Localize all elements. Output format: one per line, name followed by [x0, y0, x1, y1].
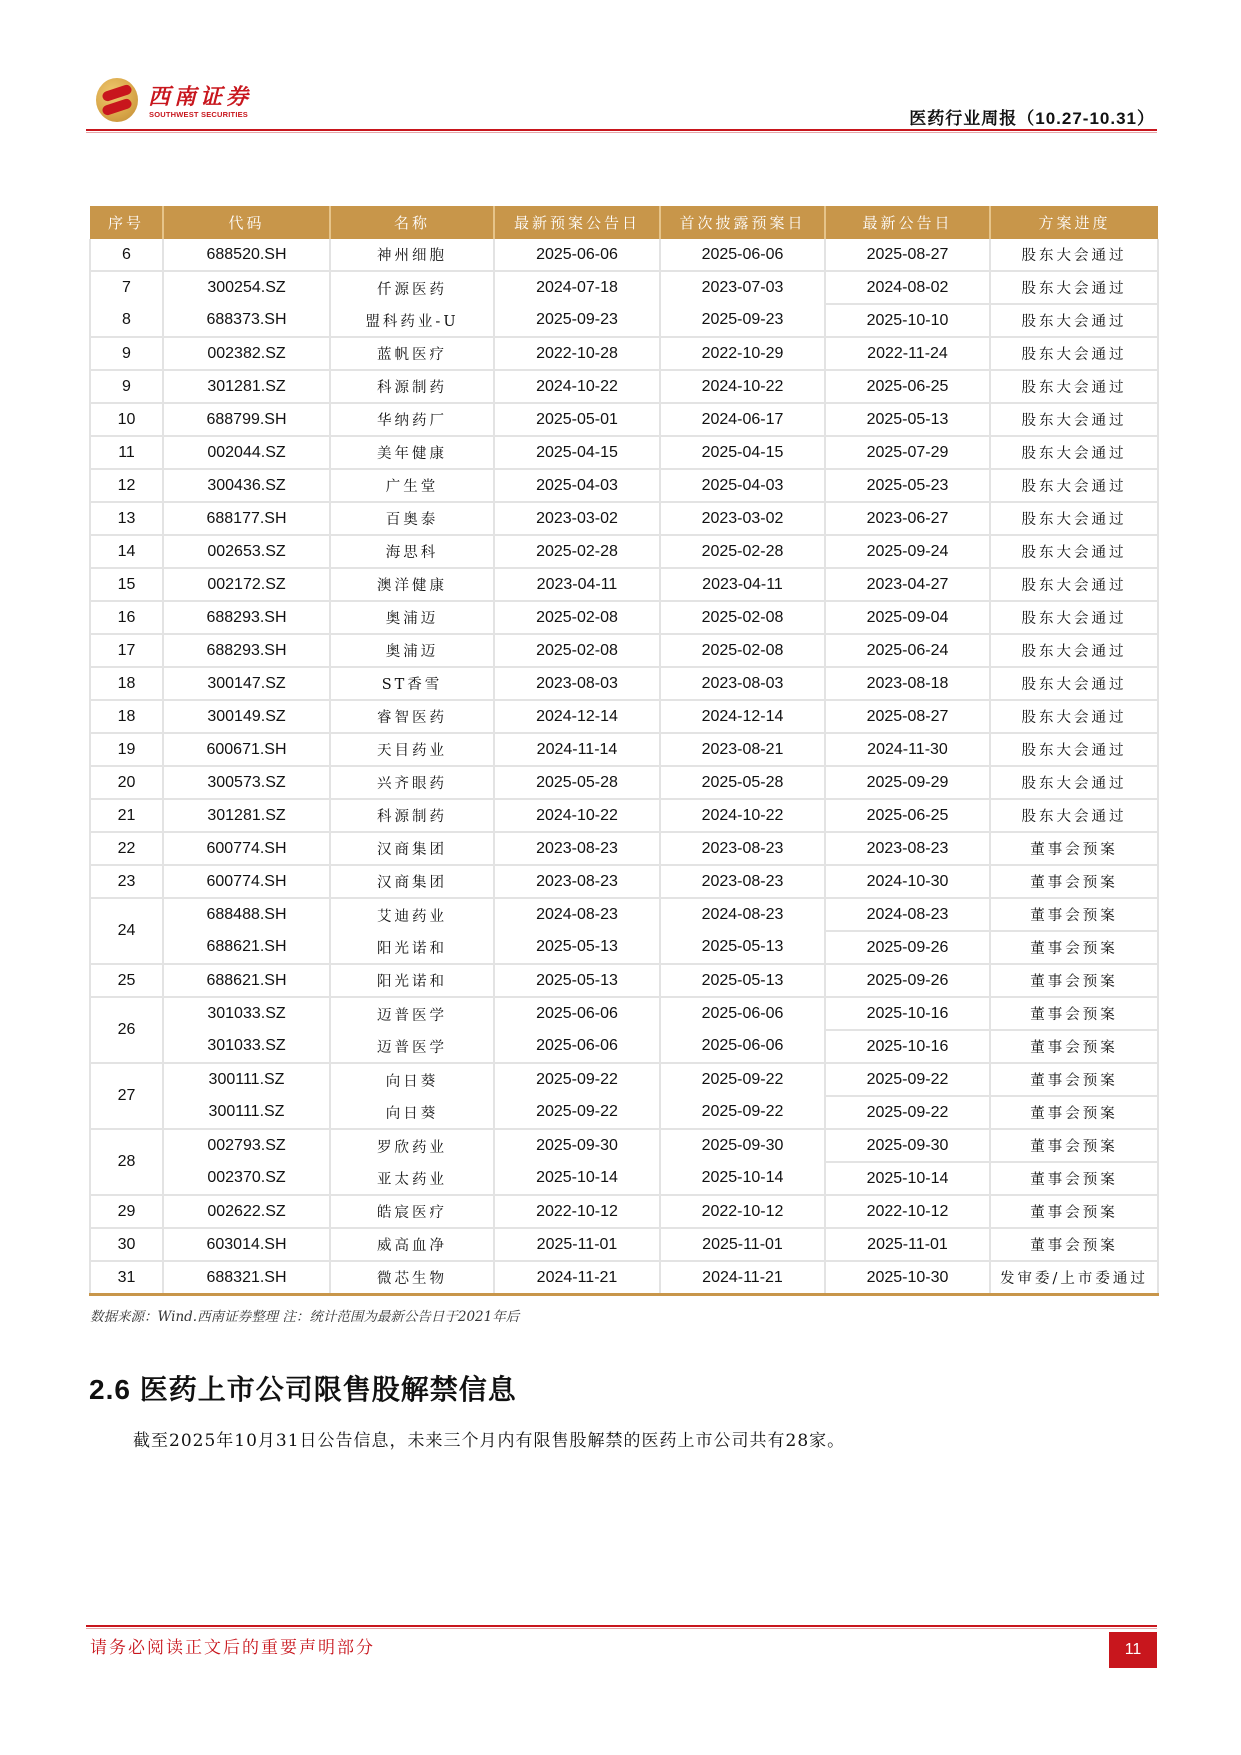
row-latest-announcement-date: 2024-08-23 [825, 898, 990, 931]
row-latest-announcement-date: 2025-09-26 [825, 931, 990, 964]
row-latest-plan-date: 2024-08-23 [494, 898, 660, 931]
page-number: 11 [1109, 1632, 1157, 1668]
row-progress: 董事会预案 [990, 1228, 1158, 1261]
row-code: 301033.SZ [163, 1030, 330, 1063]
row-latest-announcement-date: 2025-08-27 [825, 700, 990, 733]
row-latest-announcement-date: 2025-09-22 [825, 1063, 990, 1096]
row-code: 688293.SH [163, 634, 330, 667]
table-row [90, 832, 1158, 865]
row-latest-plan-date: 2023-08-23 [494, 832, 660, 865]
row-latest-plan-date: 2025-05-13 [494, 964, 660, 997]
row-progress: 股东大会通过 [990, 403, 1158, 436]
table-row [90, 1063, 1158, 1096]
row-progress: 股东大会通过 [990, 568, 1158, 601]
company-logo [96, 74, 256, 126]
row-code: 301281.SZ [163, 370, 330, 403]
row-progress: 董事会预案 [990, 1030, 1158, 1063]
row-progress: 股东大会通过 [990, 436, 1158, 469]
row-latest-announcement-date: 2024-11-30 [825, 733, 990, 766]
row-code: 603014.SH [163, 1228, 330, 1261]
row-first-plan-date: 2025-05-13 [660, 931, 825, 964]
row-latest-plan-date: 2022-10-28 [494, 337, 660, 370]
row-latest-plan-date: 2025-02-08 [494, 634, 660, 667]
row-name: 科源制药 [330, 370, 494, 403]
row-progress: 股东大会通过 [990, 239, 1158, 271]
row-progress: 董事会预案 [990, 898, 1158, 931]
row-latest-plan-date: 2023-08-23 [494, 865, 660, 898]
row-progress: 董事会预案 [990, 964, 1158, 997]
row-first-plan-date: 2024-08-23 [660, 898, 825, 931]
row-first-plan-date: 2025-05-13 [660, 964, 825, 997]
row-seq: 12 [90, 469, 163, 502]
row-latest-announcement-date: 2025-07-29 [825, 436, 990, 469]
row-name: 美年健康 [330, 436, 494, 469]
column-header-latest-plan-date: 最新预案公告日 [494, 206, 660, 239]
column-header-seq: 序号 [90, 206, 163, 239]
row-first-plan-date: 2022-10-29 [660, 337, 825, 370]
row-latest-announcement-date: 2025-09-04 [825, 601, 990, 634]
row-name: 蓝帆医疗 [330, 337, 494, 370]
row-progress: 股东大会通过 [990, 370, 1158, 403]
row-seq: 29 [90, 1195, 163, 1228]
row-progress: 股东大会通过 [990, 601, 1158, 634]
row-progress: 董事会预案 [990, 832, 1158, 865]
row-seq: 31 [90, 1261, 163, 1295]
row-code: 002370.SZ [163, 1162, 330, 1195]
table-row [90, 436, 1158, 469]
table-row [90, 469, 1158, 502]
row-first-plan-date: 2025-04-03 [660, 469, 825, 502]
row-latest-plan-date: 2025-06-06 [494, 997, 660, 1030]
row-latest-plan-date: 2022-10-12 [494, 1195, 660, 1228]
row-code: 600671.SH [163, 733, 330, 766]
row-name: 睿智医药 [330, 700, 494, 733]
row-latest-plan-date: 2024-11-21 [494, 1261, 660, 1295]
row-progress: 股东大会通过 [990, 469, 1158, 502]
row-latest-announcement-date: 2022-10-12 [825, 1195, 990, 1228]
row-seq: 19 [90, 733, 163, 766]
row-latest-announcement-date: 2025-10-10 [825, 304, 990, 337]
row-latest-plan-date: 2025-04-15 [494, 436, 660, 469]
row-latest-plan-date: 2023-08-03 [494, 667, 660, 700]
table-row [90, 601, 1158, 634]
row-seq: 10 [90, 403, 163, 436]
row-latest-announcement-date: 2023-06-27 [825, 502, 990, 535]
row-name: 兴齐眼药 [330, 766, 494, 799]
footer-divider [86, 1625, 1157, 1627]
row-latest-plan-date: 2025-09-22 [494, 1063, 660, 1096]
table-row [90, 799, 1158, 832]
row-progress: 董事会预案 [990, 1063, 1158, 1096]
row-code: 301281.SZ [163, 799, 330, 832]
table-row [90, 403, 1158, 436]
row-code: 688799.SH [163, 403, 330, 436]
table-row [90, 502, 1158, 535]
row-name: 广生堂 [330, 469, 494, 502]
row-seq: 9 [90, 337, 163, 370]
row-latest-plan-date: 2025-02-08 [494, 601, 660, 634]
row-latest-announcement-date: 2025-09-24 [825, 535, 990, 568]
row-progress: 股东大会通过 [990, 304, 1158, 337]
row-seq: 20 [90, 766, 163, 799]
row-seq: 17 [90, 634, 163, 667]
table-source-note: 数据来源：Wind.西南证券整理 注：统计范围为最新公告日于2021年后 [90, 1309, 520, 1325]
row-name: 科源制药 [330, 799, 494, 832]
row-name: 向日葵 [330, 1063, 494, 1096]
row-latest-plan-date: 2023-04-11 [494, 568, 660, 601]
row-first-plan-date: 2023-08-03 [660, 667, 825, 700]
row-latest-plan-date: 2025-06-06 [494, 1030, 660, 1063]
row-first-plan-date: 2025-09-22 [660, 1063, 825, 1096]
row-seq: 7 [90, 271, 163, 304]
row-name: 盟科药业-U [330, 304, 494, 337]
row-name: 奥浦迈 [330, 634, 494, 667]
row-name: 百奥泰 [330, 502, 494, 535]
table-row [90, 568, 1158, 601]
row-code: 002044.SZ [163, 436, 330, 469]
table-row [90, 898, 1158, 931]
row-first-plan-date: 2024-10-22 [660, 799, 825, 832]
logo-english-name: SOUTHWEST SECURITIES [149, 110, 249, 119]
row-first-plan-date: 2023-08-23 [660, 865, 825, 898]
row-seq: 9 [90, 370, 163, 403]
row-code: 688293.SH [163, 601, 330, 634]
table-row [90, 700, 1158, 733]
row-name: 向日葵 [330, 1096, 494, 1129]
row-seq: 11 [90, 436, 163, 469]
row-seq: 28 [90, 1129, 163, 1195]
row-first-plan-date: 2025-11-01 [660, 1228, 825, 1261]
row-seq: 25 [90, 964, 163, 997]
row-name: 艾迪药业 [330, 898, 494, 931]
row-latest-plan-date: 2025-11-01 [494, 1228, 660, 1261]
table-row [90, 535, 1158, 568]
row-first-plan-date: 2023-07-03 [660, 271, 825, 304]
row-name: 阳光诺和 [330, 964, 494, 997]
row-latest-plan-date: 2025-09-22 [494, 1096, 660, 1129]
row-name: 仟源医药 [330, 271, 494, 304]
row-latest-announcement-date: 2025-05-13 [825, 403, 990, 436]
table-row [90, 370, 1158, 403]
row-first-plan-date: 2025-06-06 [660, 1030, 825, 1063]
row-code: 688621.SH [163, 964, 330, 997]
column-header-latest-announcement-date: 最新公告日 [825, 206, 990, 239]
row-first-plan-date: 2023-08-21 [660, 733, 825, 766]
row-name: 汉商集团 [330, 832, 494, 865]
row-code: 688488.SH [163, 898, 330, 931]
row-latest-announcement-date: 2025-10-16 [825, 1030, 990, 1063]
column-header-name: 名称 [330, 206, 494, 239]
row-latest-announcement-date: 2025-08-27 [825, 239, 990, 271]
row-code: 600774.SH [163, 865, 330, 898]
row-code: 300149.SZ [163, 700, 330, 733]
column-header-progress: 方案进度 [990, 206, 1158, 239]
row-progress: 董事会预案 [990, 1129, 1158, 1162]
row-first-plan-date: 2024-10-22 [660, 370, 825, 403]
table-row [90, 1129, 1158, 1162]
footer-divider-thin [86, 1628, 1157, 1629]
row-name: 皓宸医疗 [330, 1195, 494, 1228]
row-code: 300573.SZ [163, 766, 330, 799]
row-seq: 30 [90, 1228, 163, 1261]
row-seq: 18 [90, 700, 163, 733]
table-row [90, 271, 1158, 304]
refinancing-plan-table [89, 206, 1159, 1296]
row-progress: 股东大会通过 [990, 535, 1158, 568]
row-code: 688321.SH [163, 1261, 330, 1295]
row-latest-plan-date: 2025-05-28 [494, 766, 660, 799]
row-progress: 股东大会通过 [990, 337, 1158, 370]
row-name: 罗欣药业 [330, 1129, 494, 1162]
row-latest-announcement-date: 2024-10-30 [825, 865, 990, 898]
row-first-plan-date: 2025-09-30 [660, 1129, 825, 1162]
column-header-first-plan-date: 首次披露预案日 [660, 206, 825, 239]
row-name: 微芯生物 [330, 1261, 494, 1295]
row-code: 002793.SZ [163, 1129, 330, 1162]
table-row [90, 997, 1158, 1030]
table-row [90, 1261, 1158, 1295]
table-row [90, 239, 1158, 271]
row-name: 迈普医学 [330, 997, 494, 1030]
row-progress: 股东大会通过 [990, 799, 1158, 832]
row-latest-announcement-date: 2025-09-22 [825, 1096, 990, 1129]
row-first-plan-date: 2025-06-06 [660, 997, 825, 1030]
table-row [90, 304, 1158, 337]
row-name: 天目药业 [330, 733, 494, 766]
header-divider [86, 129, 1157, 131]
row-first-plan-date: 2025-02-08 [660, 601, 825, 634]
row-name: 奥浦迈 [330, 601, 494, 634]
row-seq: 18 [90, 667, 163, 700]
row-latest-plan-date: 2024-10-22 [494, 799, 660, 832]
row-latest-announcement-date: 2025-10-14 [825, 1162, 990, 1195]
row-seq: 14 [90, 535, 163, 568]
row-seq: 13 [90, 502, 163, 535]
table-row [90, 1195, 1158, 1228]
row-latest-plan-date: 2024-07-18 [494, 271, 660, 304]
row-code: 300111.SZ [163, 1063, 330, 1096]
row-first-plan-date: 2025-04-15 [660, 436, 825, 469]
row-name: 威高血净 [330, 1228, 494, 1261]
row-name: 神州细胞 [330, 239, 494, 271]
row-latest-announcement-date: 2025-11-01 [825, 1228, 990, 1261]
table-row [90, 1162, 1158, 1195]
row-name: 海思科 [330, 535, 494, 568]
row-latest-announcement-date: 2025-09-29 [825, 766, 990, 799]
row-name: 阳光诺和 [330, 931, 494, 964]
row-name: ST香雪 [330, 667, 494, 700]
row-seq: 8 [90, 304, 163, 337]
row-code: 688177.SH [163, 502, 330, 535]
row-first-plan-date: 2025-06-06 [660, 239, 825, 271]
row-progress: 股东大会通过 [990, 766, 1158, 799]
row-progress: 股东大会通过 [990, 700, 1158, 733]
row-progress: 发审委/上市委通过 [990, 1261, 1158, 1295]
row-first-plan-date: 2023-08-23 [660, 832, 825, 865]
table-row [90, 931, 1158, 964]
row-first-plan-date: 2025-02-28 [660, 535, 825, 568]
table-header-row [90, 206, 1158, 239]
table-row [90, 1030, 1158, 1063]
row-first-plan-date: 2024-06-17 [660, 403, 825, 436]
row-progress: 董事会预案 [990, 1162, 1158, 1195]
footer-disclaimer: 请务必阅读正文后的重要声明部分 [90, 1638, 375, 1658]
row-first-plan-date: 2025-05-28 [660, 766, 825, 799]
row-latest-announcement-date: 2025-09-26 [825, 964, 990, 997]
row-progress: 董事会预案 [990, 1096, 1158, 1129]
row-latest-announcement-date: 2023-04-27 [825, 568, 990, 601]
row-code: 688520.SH [163, 239, 330, 271]
table-row [90, 964, 1158, 997]
table-row [90, 337, 1158, 370]
row-latest-plan-date: 2025-09-30 [494, 1129, 660, 1162]
row-name: 汉商集团 [330, 865, 494, 898]
row-code: 600774.SH [163, 832, 330, 865]
row-latest-plan-date: 2025-04-03 [494, 469, 660, 502]
row-seq: 22 [90, 832, 163, 865]
row-code: 002382.SZ [163, 337, 330, 370]
row-latest-announcement-date: 2025-06-25 [825, 370, 990, 403]
row-name: 澳洋健康 [330, 568, 494, 601]
row-seq: 15 [90, 568, 163, 601]
table-row [90, 766, 1158, 799]
row-latest-plan-date: 2025-05-13 [494, 931, 660, 964]
row-latest-plan-date: 2023-03-02 [494, 502, 660, 535]
row-code: 002653.SZ [163, 535, 330, 568]
row-seq: 24 [90, 898, 163, 964]
table-row [90, 1228, 1158, 1261]
logo-chinese-name: 西南证券 [148, 84, 253, 110]
row-seq: 6 [90, 239, 163, 271]
row-first-plan-date: 2024-12-14 [660, 700, 825, 733]
row-name: 华纳药厂 [330, 403, 494, 436]
section-heading: 2.6 医药上市公司限售股解禁信息 [89, 1374, 517, 1405]
row-progress: 股东大会通过 [990, 733, 1158, 766]
row-latest-announcement-date: 2025-06-25 [825, 799, 990, 832]
row-latest-plan-date: 2025-09-23 [494, 304, 660, 337]
row-code: 688373.SH [163, 304, 330, 337]
row-seq: 21 [90, 799, 163, 832]
row-name: 亚太药业 [330, 1162, 494, 1195]
row-first-plan-date: 2025-09-22 [660, 1096, 825, 1129]
table-row [90, 667, 1158, 700]
row-code: 300147.SZ [163, 667, 330, 700]
row-first-plan-date: 2024-11-21 [660, 1261, 825, 1295]
row-seq: 16 [90, 601, 163, 634]
row-latest-plan-date: 2025-06-06 [494, 239, 660, 271]
row-latest-plan-date: 2024-10-22 [494, 370, 660, 403]
row-first-plan-date: 2022-10-12 [660, 1195, 825, 1228]
row-seq: 26 [90, 997, 163, 1063]
report-title: 医药行业周报（10.27-10.31） [909, 109, 1155, 128]
logo-mark-icon [96, 78, 138, 122]
row-code: 002172.SZ [163, 568, 330, 601]
row-latest-announcement-date: 2025-09-30 [825, 1129, 990, 1162]
row-first-plan-date: 2025-10-14 [660, 1162, 825, 1195]
row-seq: 23 [90, 865, 163, 898]
table-row [90, 634, 1158, 667]
row-latest-plan-date: 2025-02-28 [494, 535, 660, 568]
column-header-code: 代码 [163, 206, 330, 239]
row-progress: 股东大会通过 [990, 502, 1158, 535]
row-latest-announcement-date: 2024-08-02 [825, 271, 990, 304]
row-seq: 27 [90, 1063, 163, 1129]
row-latest-announcement-date: 2025-10-16 [825, 997, 990, 1030]
row-progress: 股东大会通过 [990, 634, 1158, 667]
table-row [90, 733, 1158, 766]
row-first-plan-date: 2025-02-08 [660, 634, 825, 667]
row-progress: 董事会预案 [990, 1195, 1158, 1228]
row-code: 300254.SZ [163, 271, 330, 304]
table-row [90, 1096, 1158, 1129]
row-latest-announcement-date: 2025-05-23 [825, 469, 990, 502]
header-divider-thin [86, 132, 1157, 133]
row-code: 301033.SZ [163, 997, 330, 1030]
row-code: 688621.SH [163, 931, 330, 964]
row-progress: 董事会预案 [990, 931, 1158, 964]
row-code: 300436.SZ [163, 469, 330, 502]
row-first-plan-date: 2025-09-23 [660, 304, 825, 337]
row-latest-announcement-date: 2025-10-30 [825, 1261, 990, 1295]
row-code: 002622.SZ [163, 1195, 330, 1228]
row-first-plan-date: 2023-03-02 [660, 502, 825, 535]
row-name: 迈普医学 [330, 1030, 494, 1063]
row-progress: 股东大会通过 [990, 271, 1158, 304]
row-latest-plan-date: 2024-11-14 [494, 733, 660, 766]
row-latest-plan-date: 2025-05-01 [494, 403, 660, 436]
row-progress: 董事会预案 [990, 997, 1158, 1030]
row-code: 300111.SZ [163, 1096, 330, 1129]
row-progress: 股东大会通过 [990, 667, 1158, 700]
row-latest-plan-date: 2024-12-14 [494, 700, 660, 733]
row-latest-announcement-date: 2025-06-24 [825, 634, 990, 667]
row-progress: 董事会预案 [990, 865, 1158, 898]
row-first-plan-date: 2023-04-11 [660, 568, 825, 601]
row-latest-announcement-date: 2023-08-18 [825, 667, 990, 700]
section-paragraph: 截至2025年10月31日公告信息，未来三个月内有限售股解禁的医药上市公司共有28家。 [133, 1431, 846, 1451]
row-latest-plan-date: 2025-10-14 [494, 1162, 660, 1195]
row-latest-announcement-date: 2023-08-23 [825, 832, 990, 865]
row-latest-announcement-date: 2022-11-24 [825, 337, 990, 370]
table-row [90, 865, 1158, 898]
